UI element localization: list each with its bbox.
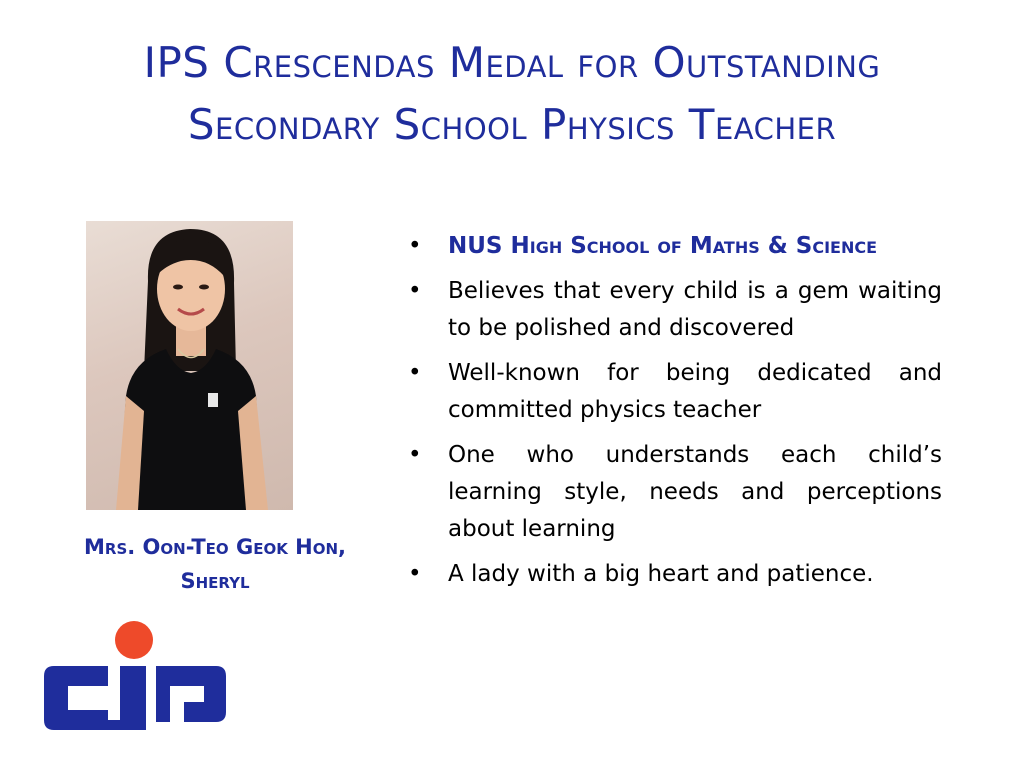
bullet-dot-icon: • — [408, 360, 422, 386]
bullet-text: Well-known for being dedicated and committed physics teacher — [448, 360, 942, 423]
bullet-text: NUS High School of Maths & Science — [448, 233, 878, 259]
bullet-dot-icon: • — [408, 233, 422, 259]
teacher-portrait-icon — [86, 221, 293, 510]
ips-logo-graphic — [44, 618, 226, 736]
bullet-item — [408, 556, 942, 593]
bullet-text: One who understands each child’s learning style, needs and perceptions about learning — [448, 442, 942, 542]
teacher-name — [40, 530, 390, 598]
title-line-2: Secondary School Physics Teacher — [187, 100, 837, 149]
bullet-item — [408, 273, 942, 347]
teacher-name-line-1: Mrs. Oon-Teo Geok Hon, — [84, 535, 346, 559]
teacher-photo — [86, 221, 293, 510]
bullet-item — [408, 437, 942, 548]
bullet-dot-icon: • — [408, 561, 422, 587]
bullet-dot-icon: • — [408, 442, 422, 468]
bullet-text: A lady with a big heart and patience. — [448, 561, 874, 587]
bullet-dot-icon: • — [408, 278, 422, 304]
title-line-1: IPS Crescendas Medal for Outstanding — [143, 38, 881, 87]
bullet-text: Believes that every child is a gem waiting to be polished and discovered — [448, 278, 942, 341]
bullet-item-school — [408, 228, 942, 265]
bullet-list — [408, 228, 942, 601]
bullet-item — [408, 355, 942, 429]
teacher-name-line-2: Sheryl — [180, 569, 250, 593]
ips-logo-icon — [44, 618, 226, 736]
slide-title — [0, 32, 1024, 156]
